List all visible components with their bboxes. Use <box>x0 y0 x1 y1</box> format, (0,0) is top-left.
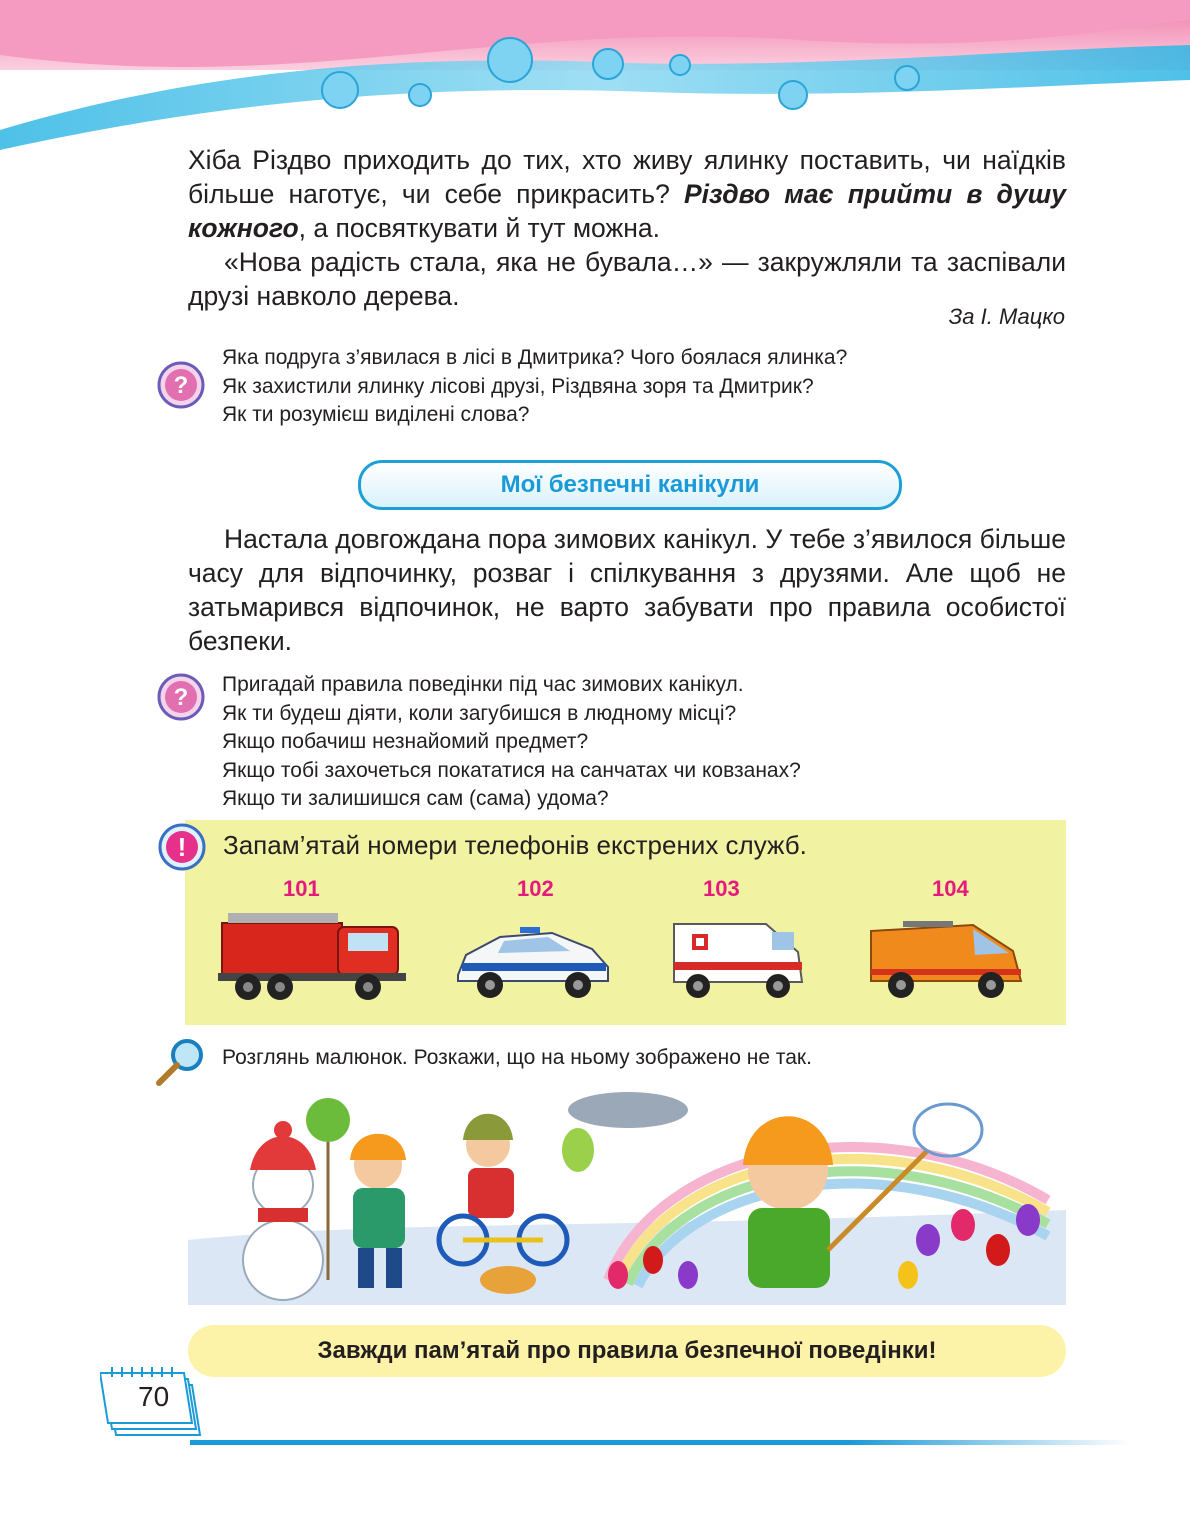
question-icon <box>157 361 205 409</box>
magnifier-icon <box>153 1037 209 1089</box>
question-item: Якщо ти залишишся сам (сама) удома? <box>222 787 609 810</box>
question-item: Якщо побачиш незнайомий предмет? <box>222 730 589 753</box>
story-para1-b: , а посвяткувати й тут можна. <box>298 213 660 243</box>
police-car-icon <box>452 915 614 1005</box>
story-para2: «Нова радість стала, яка не бувала…» — закружляли та заспівали друзі навколо дерева. <box>188 247 1066 311</box>
question-icon <box>157 673 205 721</box>
story-highlight: Різдво має прийти в душу кожного <box>188 179 1066 243</box>
service-number-gas: 104 <box>932 876 969 901</box>
story-text <box>188 143 1066 313</box>
questions-list-1 <box>222 344 847 430</box>
service-number-ambulance: 103 <box>703 876 740 901</box>
questions-list-2 <box>222 671 801 814</box>
service-number-fire: 101 <box>283 876 320 901</box>
safety-reminder: Завжди пам’ятай про правила безпечної поведінки! <box>188 1325 1066 1377</box>
emergency-title: Запам’ятай номери телефонів екстрених служб. <box>223 830 807 860</box>
question-item: Як ти будеш діяти, коли загубишся в людному місці? <box>222 701 737 725</box>
footer-divider <box>190 1440 1130 1445</box>
svg-text:?: ? <box>173 684 189 711</box>
intro-text <box>188 522 1066 658</box>
svg-text:!: ! <box>177 832 187 862</box>
winter-header-decoration <box>0 0 1190 165</box>
question-item: Яка подруга з’явилася в лісі в Дмитрика? Чого боялася ялинка? <box>222 346 848 369</box>
question-item: Пригадай правила поведінки під час зимових канікул. <box>222 673 744 696</box>
intro-paragraph: Настала довгождана пора зимових канікул. У тебе з’явилося більше часу для відпочинку, розваг і спілкування з друзями. Але щоб не затьмарився відпочинок, не варто забувати про правила особистої безпеки. <box>188 524 1066 656</box>
svg-text:?: ? <box>173 372 189 399</box>
section-title: Мої безпечні канікули <box>358 460 902 510</box>
story-para1-a: Хіба Різдво приходить до тих, хто живу ялинку поставить, чи наїдків більше наготує, чи себе прикрасить? <box>188 145 1066 209</box>
exclamation-icon <box>157 822 207 872</box>
question-item: Якщо тобі захочеться покататися на санчатах чи ковзанах? <box>222 758 801 782</box>
service-number-police: 102 <box>517 876 554 901</box>
attribution: За І. Мацко <box>948 304 1065 329</box>
picture-task-text: Розглянь малюнок. Розкажи, що на ньому зображено не так. <box>222 1046 812 1069</box>
question-item: Як захистили ялинку лісові друзі, Різдвяна зоря та Дмитрик? <box>222 374 814 398</box>
gas-service-van-icon <box>863 915 1029 1005</box>
winter-scene-illustration <box>188 1090 1066 1305</box>
ambulance-icon <box>668 912 808 1004</box>
page-number: 70 <box>138 1381 170 1412</box>
question-item: Як ти розумієш виділені слова? <box>222 403 530 426</box>
fire-truck-icon <box>218 905 410 1005</box>
